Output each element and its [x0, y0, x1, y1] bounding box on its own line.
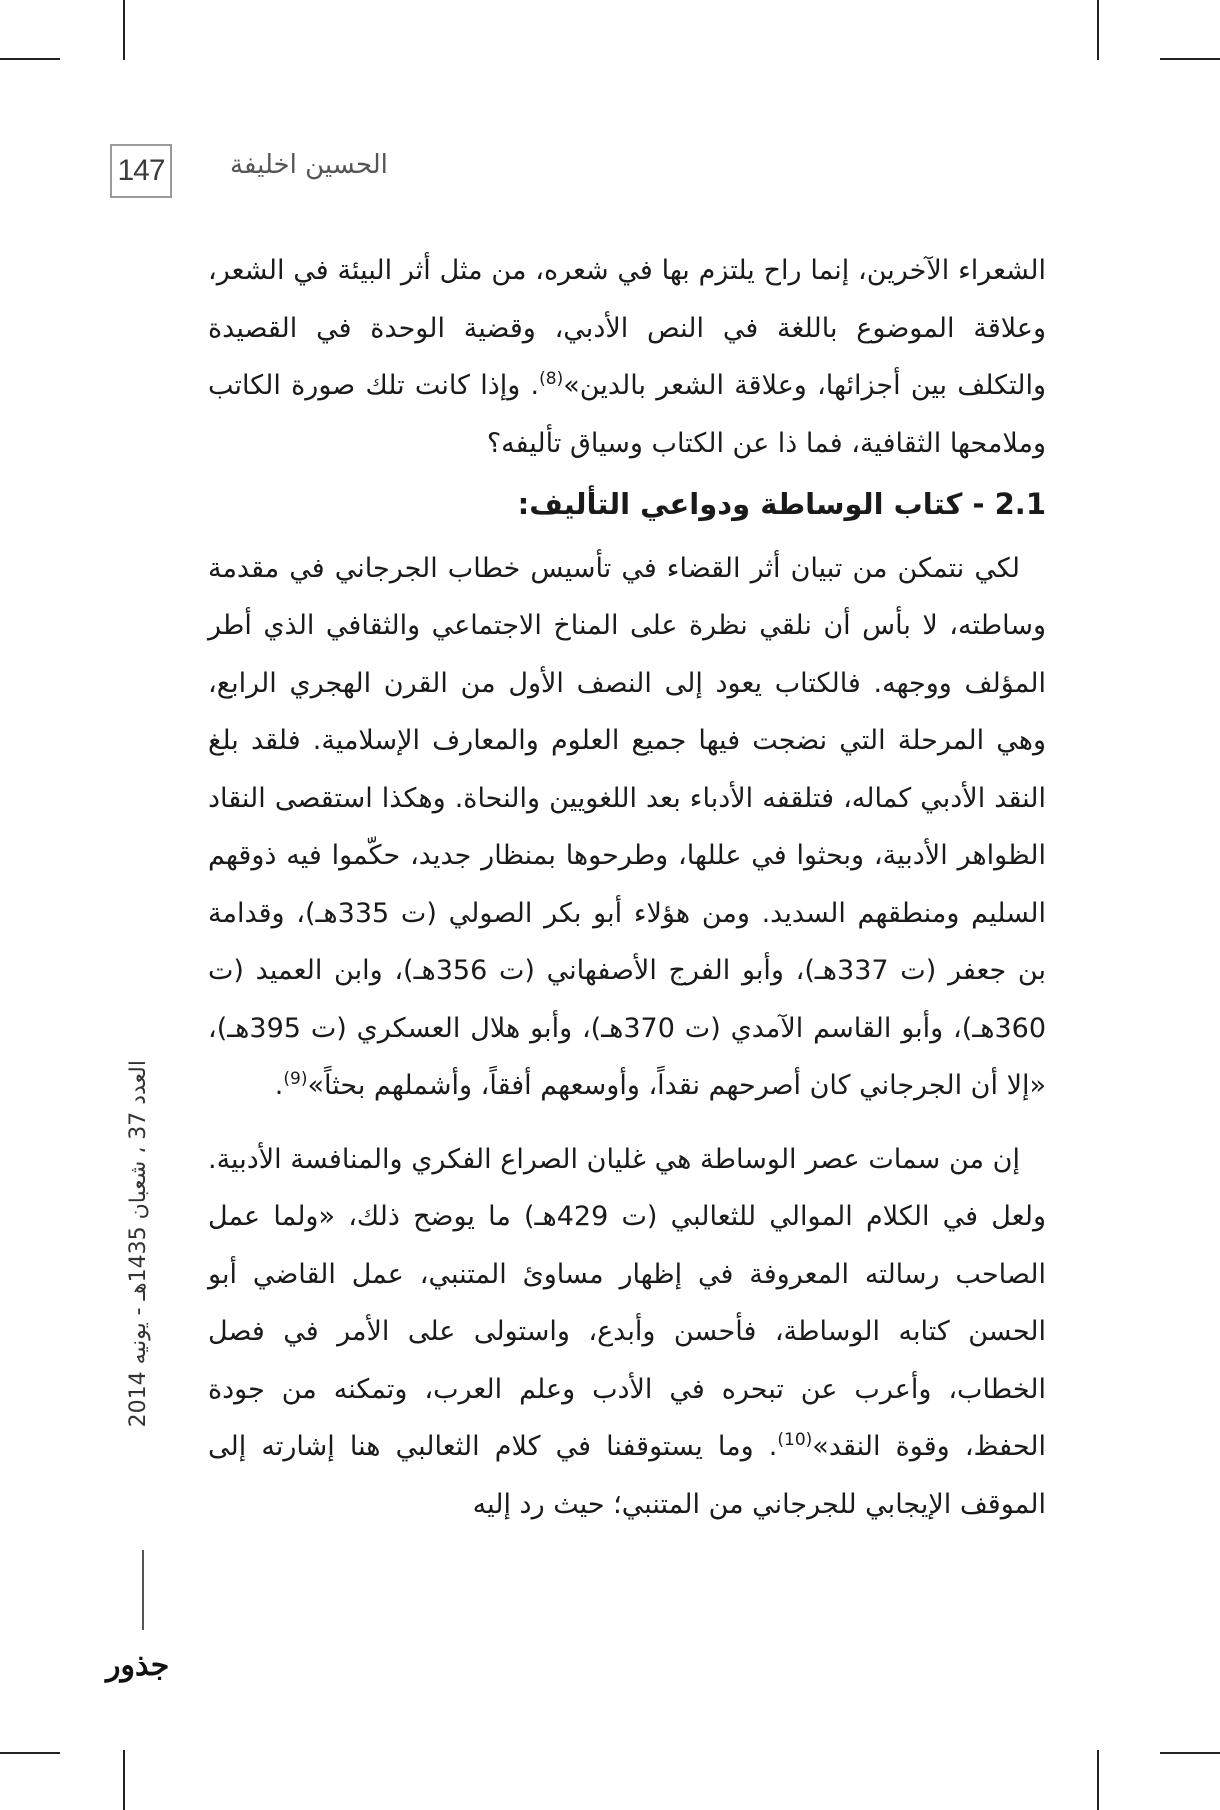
issue-info-text: العدد 37 ، شعبان 1435هـ - يونيه 2014 [125, 1060, 151, 1428]
footnote-ref[interactable]: (8) [539, 369, 564, 389]
paragraph [208, 242, 1046, 472]
section-heading: 2.1 - كتاب الوساطة ودواعي التأليف: [517, 487, 1046, 521]
footnote-ref[interactable]: (9) [283, 1069, 308, 1089]
paragraph-text: الشعراء الآخرين، إنما راح يلتزم بها في شعره، من مثل أثر البيئة في الشعر، وعلاقة الموضوع باللغة في النص الأدبي، وقضية الوحدة في القصيدة والتكلف بين أجزائها، وعلاقة الشعر بالدين» [208, 255, 1046, 401]
paragraph [208, 1131, 1046, 1534]
crop-mark [1160, 58, 1220, 60]
paragraph [208, 540, 1046, 1115]
crop-mark [1097, 1750, 1099, 1810]
paragraph-text: . وما يستوقفنا في كلام الثعالبي هنا إشارته إلى الموقف الإيجابي للجرجاني من المتنبي؛ حيث رد إليه [208, 1431, 1046, 1520]
page-number: 147 [110, 144, 172, 198]
divider [142, 1550, 144, 1630]
crop-mark [1160, 1752, 1220, 1754]
paragraph-text: لكي نتمكن من تبيان أثر القضاء في تأسيس خطاب الجرجاني في مقدمة وساطته، لا بأس أن نلقي نظرة على المناخ الاجتماعي والثقافي الذي أطر المؤلف ووجهه. فالكتاب يعود إلى النصف الأول من القرن الهجري الرابع، وهي المرحلة التي نضجت فيها جميع العلوم والمعارف الإسلامية. فلقد بلغ النقد الأدبي كماله، فتلقفه الأدباء بعد اللغويين والنحاة. وهكذا استقصى النقاد الظواهر الأدبية، وبحثوا في عللها، وطرحوها بمنظار جديد، حكّموا فيه ذوقهم السليم ومنطقهم السديد. ومن هؤلاء أبو بكر الصولي (ت 335هـ)، وقدامة بن جعفر (ت 337هـ)، وأبو الفرج الأصفهاني (ت 356هـ)، وابن العميد (ت 360هـ)، وأبو القاسم الآمدي (ت 370هـ)، وأبو هلال العسكري (ت 395هـ)، «إلا أن الجرجاني كان أصرحهم نقداً، وأوسعهم أفقاً، وأشملهم بحثاً» [208, 552, 1047, 1101]
issue-info [118, 1060, 158, 1640]
running-head-author: الحسين اخليفة [230, 150, 388, 180]
paragraph-text: . [274, 1070, 284, 1101]
footnote-ref[interactable]: (10) [777, 1430, 813, 1450]
crop-mark [0, 58, 60, 60]
crop-mark [123, 0, 125, 60]
paragraph-text: . وإذا كانت تلك صورة الكاتب وملامحها الثقافية، فما ذا عن الكتاب وسياق تأليفه؟ [208, 370, 1046, 459]
article-body [208, 242, 1046, 1533]
crop-mark [123, 1750, 125, 1810]
crop-mark [0, 1752, 60, 1754]
paragraph-text: إن من سمات عصر الوساطة هي غليان الصراع الفكري والمنافسة الأدبية. ولعل في الكلام الموالي للثعالبي (ت 429هـ) ما يوضح ذلك، «ولما عمل الصاحب رسالته المعروفة في إظهار مساوئ المتنبي، عمل القاضي أبو الحسن كتابه الوساطة، فأحسن وأبدع، واستولى على الأمر في فصل الخطاب، وأعرب عن تبحره في الأدب وعلم العرب، وتمكنه من جودة الحفظ، وقوة النقد» [208, 1143, 1047, 1462]
crop-mark [1097, 0, 1099, 60]
journal-logo: جذور [106, 1648, 170, 1683]
